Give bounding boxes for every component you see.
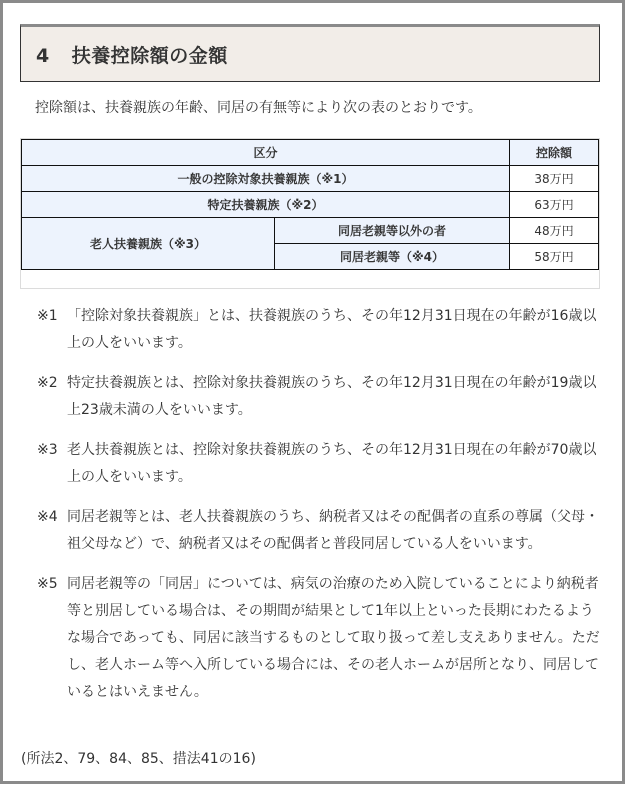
section-title [21, 41, 228, 68]
row-category: 老人扶養親族（※3） [22, 218, 275, 270]
section-number: 4 [36, 44, 50, 67]
row-amount: 63万円 [510, 192, 599, 218]
section-heading [20, 24, 600, 82]
section-title-text: 扶養控除額の金額 [71, 44, 228, 67]
note-item [37, 303, 602, 357]
notes-list [37, 303, 602, 719]
row-amount: 58万円 [510, 244, 599, 270]
row-subcategory: 同居老親等（※4） [275, 244, 510, 270]
legal-reference: (所法2、79、84、85、措法41の16) [21, 751, 256, 767]
note-item [37, 437, 602, 491]
note-text: 同居老親等の「同居」については、病気の治療のため入院していることにより納税者等と別居している場合は、その期間が結果として1年以上といった長期にわたるような場合であっても、同居に該当するものとして取り扱って差し支えありません。ただし、老人ホーム等へ入所している場合には、その老人ホームが居所となり、同居しているとはいえません。 [67, 576, 600, 700]
note-item [37, 370, 602, 424]
header-amount: 控除額 [510, 140, 599, 166]
deduction-table [21, 139, 599, 270]
note-item [37, 571, 602, 706]
deduction-table-wrapper [20, 138, 600, 289]
note-mark: ※4 [37, 509, 58, 525]
note-mark: ※3 [37, 442, 58, 458]
note-mark: ※2 [37, 375, 58, 391]
note-text: 同居老親等とは、老人扶養親族のうち、納税者又はその配偶者の直系の尊属（父母・祖父母など）で、納税者又はその配偶者と普段同居している人をいいます。 [67, 509, 599, 552]
note-text: 老人扶養親族とは、控除対象扶養親族のうち、その年12月31日現在の年齢が70歳以上の人をいいます。 [67, 442, 597, 485]
intro-paragraph: 控除額は、扶養親族の年齢、同居の有無等により次の表のとおりです。 [35, 100, 482, 116]
table-row [22, 166, 599, 192]
row-category: 一般の控除対象扶養親族（※1） [22, 166, 510, 192]
note-text: 特定扶養親族とは、控除対象扶養親族のうち、その年12月31日現在の年齢が19歳以上23歳未満の人をいいます。 [67, 375, 597, 418]
note-mark: ※1 [37, 308, 58, 324]
note-item [37, 504, 602, 558]
row-category: 特定扶養親族（※2） [22, 192, 510, 218]
header-category: 区分 [22, 140, 510, 166]
table-row [22, 218, 599, 244]
table-header-row [22, 140, 599, 166]
row-amount: 38万円 [510, 166, 599, 192]
note-text: 「控除対象扶養親族」とは、扶養親族のうち、その年12月31日現在の年齢が16歳以上の人をいいます。 [67, 308, 597, 351]
row-subcategory: 同居老親等以外の者 [275, 218, 510, 244]
table-row [22, 192, 599, 218]
row-amount: 48万円 [510, 218, 599, 244]
note-mark: ※5 [37, 576, 58, 592]
